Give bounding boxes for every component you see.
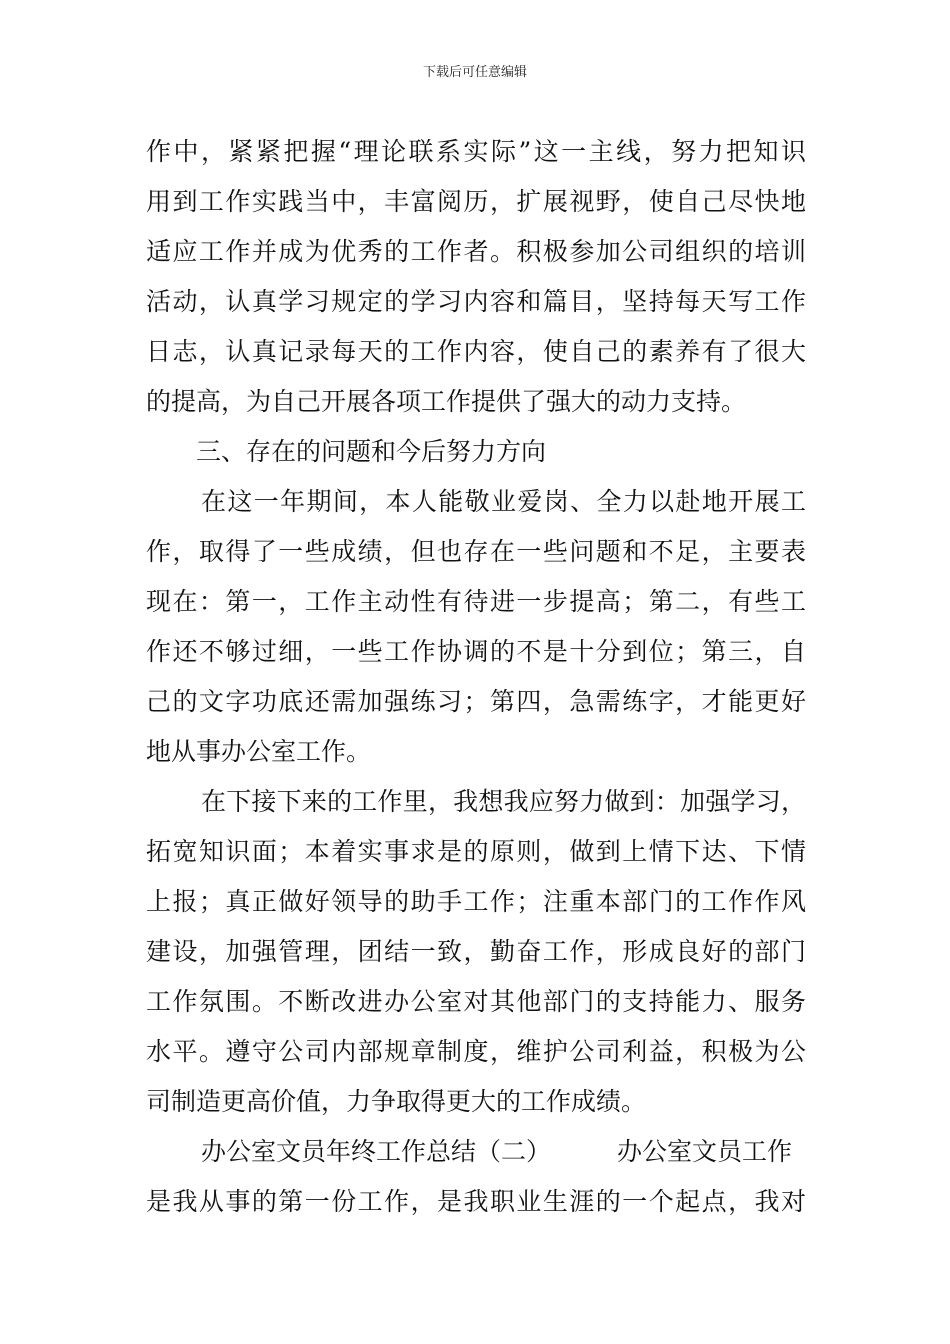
paragraph [146,477,806,777]
text-line: 在下接下来的工作里，我想我应努力做到：加强学习， [201,787,806,816]
document-title: 办公室文员年终工作总结（二） [201,1137,552,1166]
section-heading: 三、存在的问题和今后努力方向 [196,437,547,466]
paragraph [146,1127,806,1227]
text-line: 的提高，为自己开展各项工作提供了强大的动力支持。 [146,387,747,416]
text-line: 上报；真正做好领导的助手工作；注重本部门的工作作风 [146,887,806,916]
text-line: 建设，加强管理，团结一致，勤奋工作，形成良好的部门 [146,937,806,966]
text-line: 作还不够过细，一些工作协调的不是十分到位；第三，自 [146,637,806,666]
paragraph [146,127,806,427]
page-header: 下载后可任意编辑 [422,65,527,80]
text-line: 己的文字功底还需加强练习；第四，急需练字，才能更好 [146,687,806,716]
title-continuation: 办公室文员工作 [617,1137,793,1166]
text-line: 是我从事的第一份工作，是我职业生涯的一个起点，我对 [146,1187,806,1216]
text-line: 作，取得了一些成绩，但也存在一些问题和不足，主要表 [146,537,806,566]
text-line: 用到工作实践当中，丰富阅历，扩展视野，使自己尽快地 [146,187,806,216]
document-body [146,127,806,1227]
text-line: 地从事办公室工作。 [146,737,372,766]
text-line: 日志，认真记录每天的工作内容，使自己的素养有了很大 [146,337,806,366]
text-line: 工作氛围。不断改进办公室对其他部门的支持能力、服务 [146,987,806,1016]
text-line: 作中，紧紧把握“理论联系实际”这一主线，努力把知识 [146,137,806,166]
text-line: 现在：第一，工作主动性有待进一步提高；第二，有些工 [146,587,806,616]
text-line: 司制造更高价值，力争取得更大的工作成绩。 [146,1087,647,1116]
text-line: 水平。遵守公司内部规章制度，维护公司利益，积极为公 [146,1037,806,1066]
text-line: 适应工作并成为优秀的工作者。积极参加公司组织的培训 [146,237,806,266]
paragraph [146,777,806,1127]
text-line: 活动，认真学习规定的学习内容和篇目，坚持每天写工作 [146,287,806,316]
text-line [146,1127,806,1177]
text-line: 在这一年期间，本人能敬业爱岗、全力以赴地开展工 [201,487,806,516]
text-line: 拓宽知识面；本着实事求是的原则，做到上情下达、下情 [146,837,806,866]
